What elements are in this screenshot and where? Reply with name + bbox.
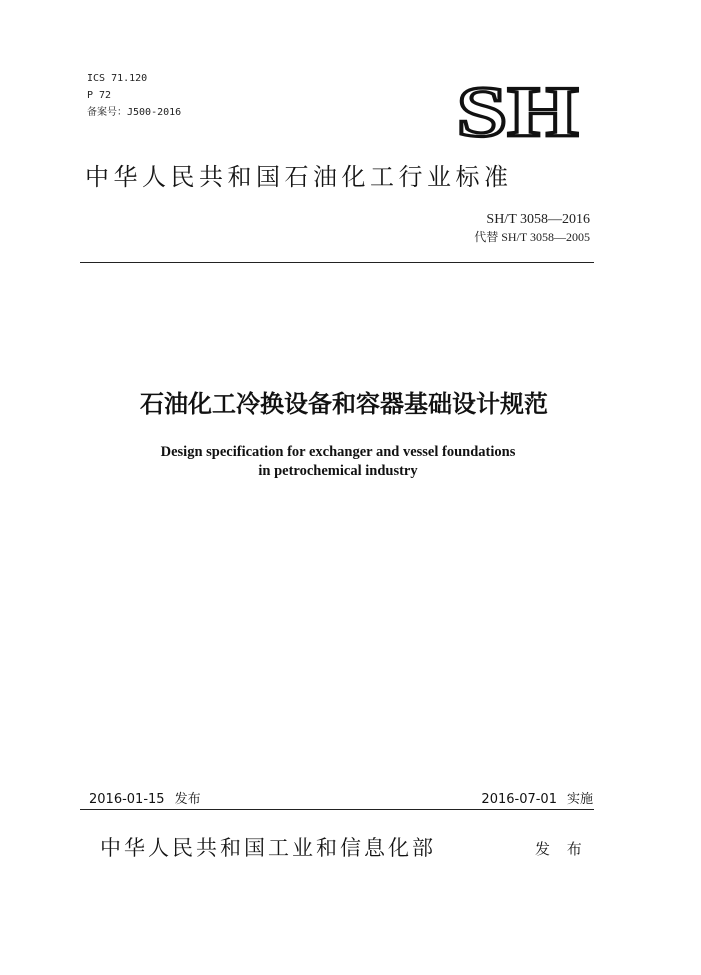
publish-date: 2016-01-15 xyxy=(89,792,165,807)
replaces-code: 代替 SH/T 3058—2005 xyxy=(474,230,590,244)
effective-date-row xyxy=(481,788,593,807)
sh-logo xyxy=(455,80,580,142)
classification-block xyxy=(87,70,181,121)
standard-code: SH/T 3058—2016 xyxy=(486,212,590,227)
top-divider xyxy=(80,262,594,263)
ics-code: ICS 71.120 xyxy=(87,73,148,84)
effective-label: 实施 xyxy=(566,792,593,807)
bottom-divider xyxy=(80,809,594,810)
issue-label: 发 布 xyxy=(535,840,588,858)
record-number: 备案号：J500-2016 xyxy=(87,107,182,118)
issuing-authority: 中华人民共和国工业和信息化部 xyxy=(100,836,436,860)
publish-date-row xyxy=(89,788,201,807)
english-title-line-1: Design specification for exchanger and vessel foundations xyxy=(160,444,516,460)
document-title-chinese: 石油化工冷换设备和容器基础设计规范 xyxy=(140,390,548,418)
publish-label: 发布 xyxy=(174,792,201,807)
english-title-line-2: in petrochemical industry xyxy=(258,463,418,479)
standard-type-heading: 中华人民共和国石油化工行业标准 xyxy=(85,163,513,191)
effective-date: 2016-07-01 xyxy=(481,792,557,807)
sh-logo-text: SH xyxy=(456,80,579,142)
document-title-english xyxy=(0,443,676,481)
ccs-code: P 72 xyxy=(87,90,112,101)
standard-code-block xyxy=(474,211,590,245)
